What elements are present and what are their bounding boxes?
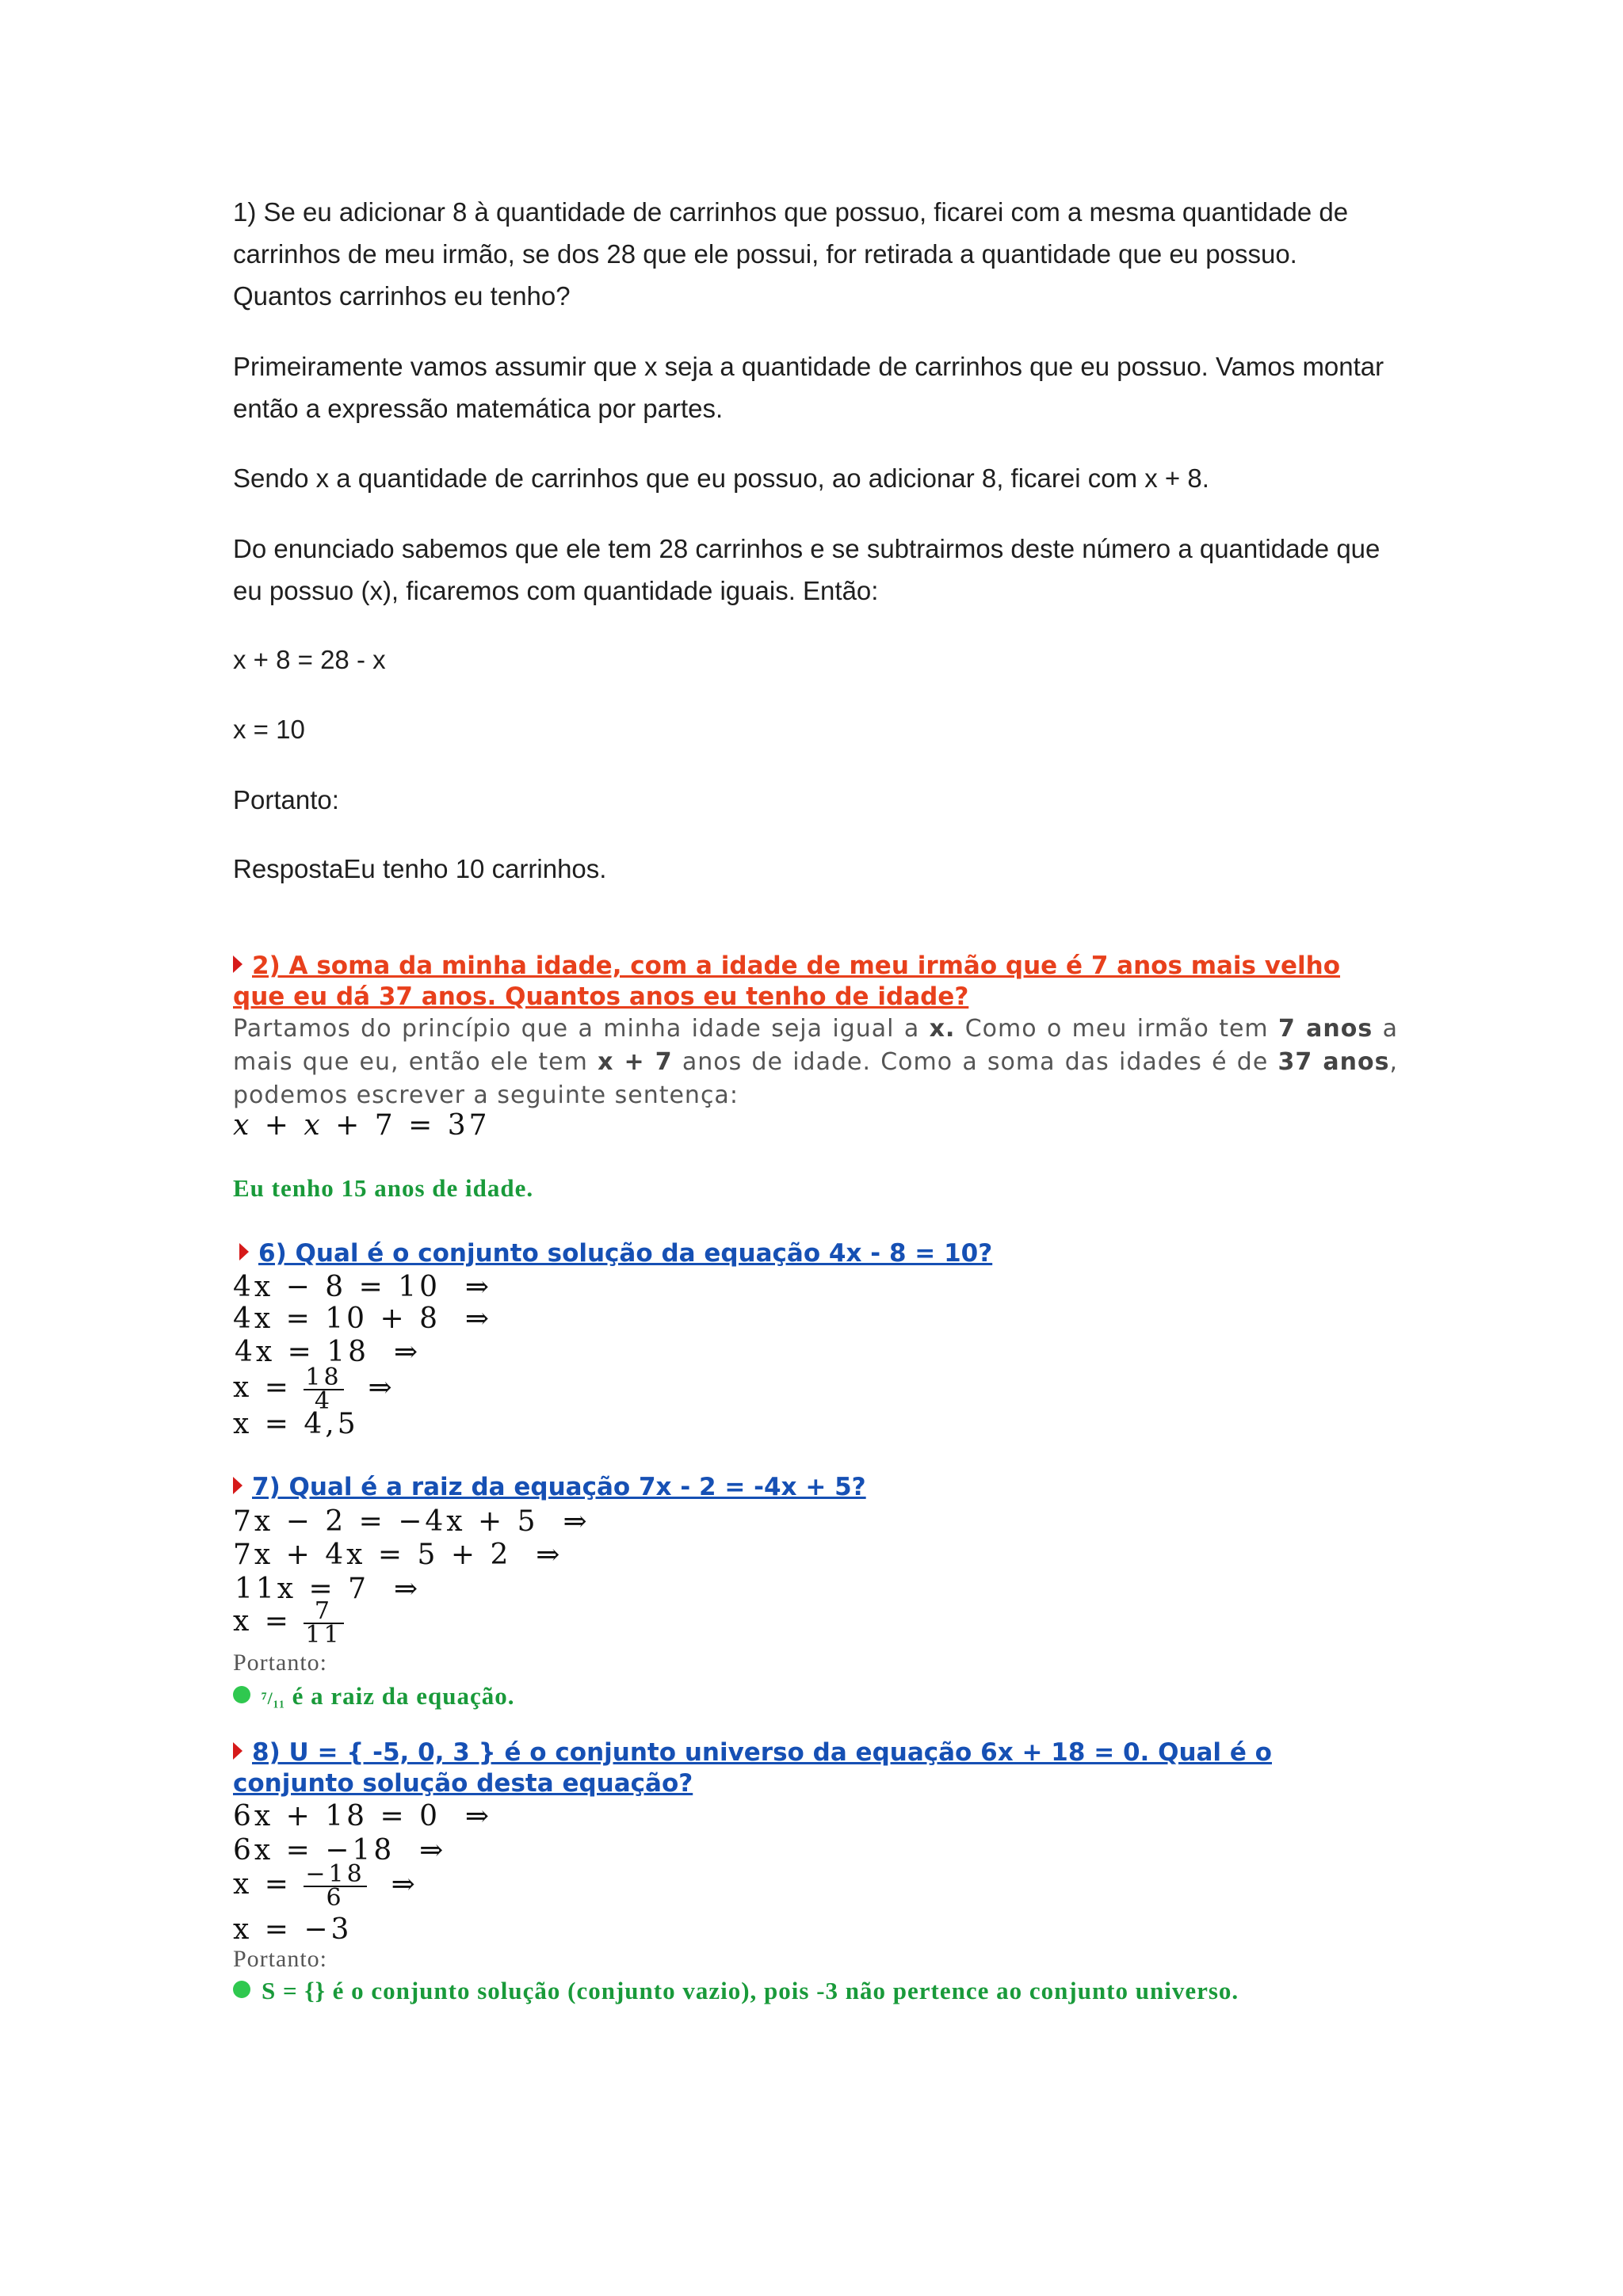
q8-step-2: 6x = −18 ⇒ [233,1834,444,1867]
q2-heading[interactable]: 2) A soma da minha idade, com a idade de meu irmão que é 7 anos mais velho que eu dá 37 anos. Quantos anos eu tenho de idade? [233,952,1341,1011]
q1-answer: RespostaEu tenho 10 carrinhos. [233,854,607,883]
q1-equation-2: x = 10 [233,715,305,744]
q6-step-2: 4x = 10 + 8 ⇒ [233,1302,490,1335]
q6-step-1: 4x − 8 = 10 ⇒ [233,1271,490,1303]
q7-step-4: x = $\frac{7}{11}$ [233,1597,342,1649]
q1-equation-1: x + 8 = 28 - x [233,645,386,674]
q2-block [233,951,1398,1112]
triangle-bullet-icon [239,1243,249,1261]
q7-portanto: Portanto: [233,1650,327,1676]
q7-heading[interactable]: 7) Qual é a raiz da equação 7x - 2 = -4x + 5? [233,1472,1398,1503]
q8-answer: S = {} é o conjunto solução (conjunto vazio), pois -3 não pertence ao conjunto universo. [233,1974,1398,2008]
q6-step-3: 4x = 18 ⇒ [235,1336,418,1368]
q2-explanation: Partamos do princípio que a minha idade seja igual a x. Como o meu irmão tem 7 anos a mais que eu, então ele tem x + 7 anos de idade. Como a soma das idades é de 37 anos, podemos escrever a seguinte sentença: [233,1015,1399,1109]
green-dot-icon [233,1981,250,1998]
green-dot-icon [233,1686,250,1703]
q8-heading[interactable]: 8) U = { -5, 0, 3 } é o conjunto universo da equação 6x + 18 = 0. Qual é o conjunto solução desta equação? [233,1738,1272,1798]
q1-paragraph-2: Sendo x a quantidade de carrinhos que eu possuo, ao adicionar 8, ficarei com x + 8. [233,463,1209,493]
q1-paragraph-3: Do enunciado sabemos que ele tem 28 carrinhos e se subtrairmos deste número a quantidade que eu possuo (x), ficaremos com quantidade iguais. Então: [233,534,1381,605]
q7-answer: ⁷/₁₁ é a raiz da equação. [233,1680,515,1715]
triangle-bullet-icon [233,955,242,973]
q6-step-4: x = $\frac{18}{4}$ ⇒ [233,1363,392,1415]
fraction: $\frac{-18}{6}$ [305,1860,365,1912]
q7-block [233,1472,1398,1503]
q2-answer: Eu tenho 15 anos de idade. [233,1174,534,1202]
q1-portanto: Portanto: [233,785,339,814]
q1-paragraph-1: Primeiramente vamos assumir que x seja a quantidade de carrinhos que eu possuo. Vamos montar então a expressão matemática por partes. [233,352,1384,423]
q8-portanto: Portanto: [233,1946,327,1972]
triangle-bullet-icon [233,1742,242,1760]
triangle-bullet-icon [233,1477,242,1494]
q8-step-3: x = $\frac{-18}{6}$ ⇒ [233,1860,415,1912]
q7-step-1: 7x − 2 = −4x + 5 ⇒ [233,1505,587,1538]
q8-step-4: x = −3 [233,1913,353,1946]
q2-equation: x + x + 7 = 37 [233,1109,491,1142]
fraction: $\frac{7}{11}$ [305,1597,342,1649]
q7-step-2: 7x + 4x = 5 + 2 ⇒ [233,1539,560,1571]
q6-heading[interactable]: 6) Qual é o conjunto solução da equação 4x - 8 = 10? [233,1238,1398,1269]
q8-block [233,1737,1358,1799]
q7-step-3: 11x = 7 ⇒ [235,1573,418,1605]
q1-statement: 1) Se eu adicionar 8 à quantidade de carrinhos que possuo, ficarei com a mesma quantidade de carrinhos de meu irmão, se dos 28 que ele possui, for retirada a quantidade que eu possuo. Quantos carrinhos eu tenho? [233,197,1349,311]
q6-block [233,1238,1398,1269]
fraction: $\frac{18}{4}$ [305,1363,342,1415]
q8-step-1: 6x + 18 = 0 ⇒ [233,1800,490,1833]
q6-step-5: x = 4,5 [233,1408,359,1440]
